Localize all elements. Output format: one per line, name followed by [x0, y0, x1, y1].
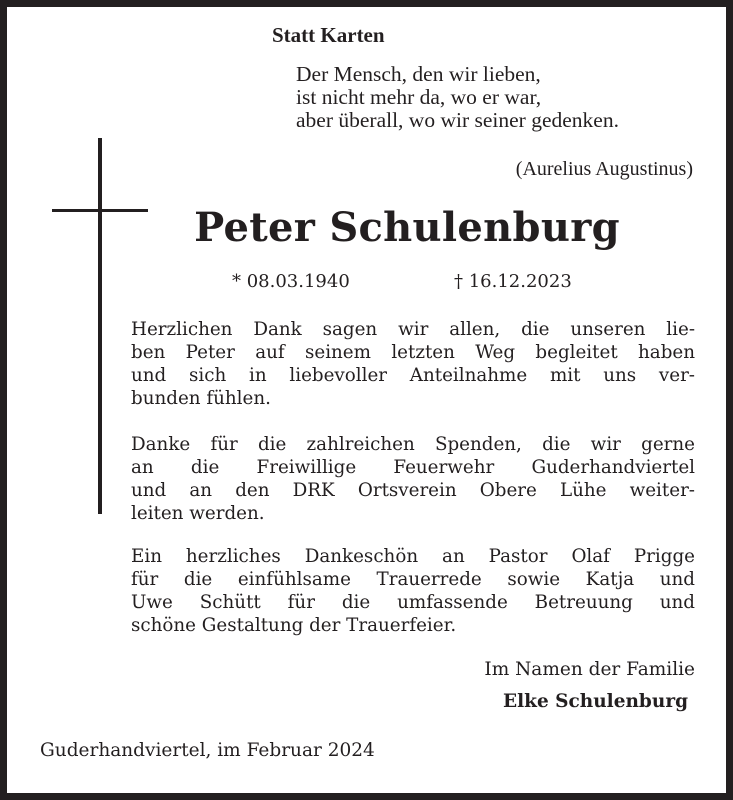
obituary-notice	[7, 7, 726, 793]
thanks-paragraph	[131, 318, 695, 410]
poem-line: ist nicht mehr da, wo er war,	[296, 85, 542, 109]
signature-intro: Im Namen der Familie	[484, 659, 695, 680]
death-date: † 16.12.2023	[454, 271, 572, 292]
header-title: Statt Karten	[272, 23, 385, 47]
paragraph-line: ben Peter auf seinem letzten Weg begleitet haben	[131, 342, 695, 363]
paragraph-line: bunden fühlen.	[131, 388, 271, 409]
cross-icon	[98, 138, 102, 514]
poem-line: Der Mensch, den wir lieben,	[296, 62, 541, 86]
poem-line: aber überall, wo wir seiner gedenken.	[296, 108, 619, 132]
donations-paragraph	[131, 433, 695, 525]
acknowledgment-paragraph	[131, 545, 695, 637]
signature-name: Elke Schulenburg	[503, 691, 688, 712]
paragraph-line: schöne Gestaltung der Trauerfeier.	[131, 615, 457, 636]
poem-quote	[296, 63, 696, 132]
paragraph-line: Herzlichen Dank sagen wir allen, die unseren lie-	[131, 319, 695, 340]
paragraph-line: leiten werden.	[131, 503, 265, 524]
paragraph-line: und an den DRK Ortsverein Obere Lühe weiter-	[131, 480, 695, 501]
place-date: Guderhandviertel, im Februar 2024	[40, 740, 375, 761]
paragraph-line: Danke für die zahlreichen Spenden, die wir gerne	[131, 434, 695, 455]
deceased-name: Peter Schulenburg	[194, 204, 620, 251]
poem-attribution: (Aurelius Augustinus)	[515, 158, 693, 180]
paragraph-line: und sich in liebevoller Anteilnahme mit uns ver-	[131, 365, 695, 386]
paragraph-line: Ein herzliches Dankeschön an Pastor Olaf Prigge	[131, 546, 695, 567]
paragraph-line: Uwe Schütt für die umfassende Betreuung und	[131, 592, 695, 613]
birth-date: * 08.03.1940	[232, 271, 350, 292]
paragraph-line: an die Freiwillige Feuerwehr Guderhandviertel	[131, 457, 695, 478]
paragraph-line: für die einfühlsame Trauerrede sowie Katja und	[131, 569, 695, 590]
